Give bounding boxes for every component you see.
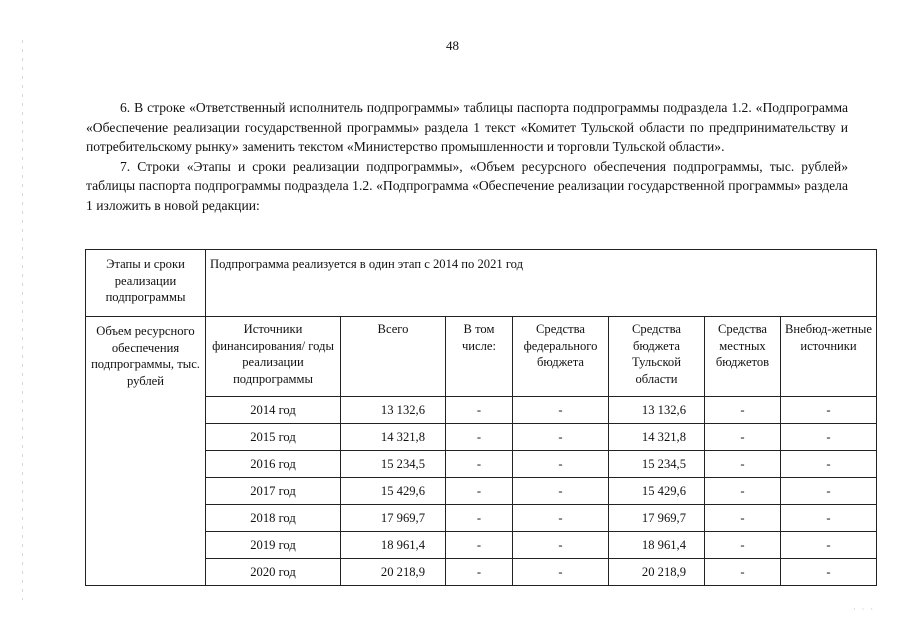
including-cell: - <box>446 478 513 505</box>
header-total: Всего <box>341 317 446 397</box>
header-regional: Средства бюджета Тульской области <box>609 317 705 397</box>
passport-table <box>85 249 877 586</box>
extrabudgetary-cell: - <box>781 424 877 451</box>
header-extrabudgetary: Внебюд-жетные источники <box>781 317 877 397</box>
page-number: 48 <box>446 38 459 53</box>
total-cell: 17 969,7 <box>341 505 446 532</box>
stages-row <box>86 250 877 317</box>
year-cell: 2020 год <box>206 559 341 586</box>
regional-cell: 13 132,6 <box>609 397 705 424</box>
body-text <box>86 98 848 215</box>
total-cell: 20 218,9 <box>341 559 446 586</box>
local-cell: - <box>705 532 781 559</box>
federal-cell: - <box>513 478 609 505</box>
paragraph-7: 7. Строки «Этапы и сроки реализации подпрограммы», «Объем ресурсного обеспечения подпрограммы, тыс. рублей» таблицы паспорта подпрограммы подраздела 1.2. «Подпрограмма «Обеспечение реализации государственной программы» раздела 1 изложить в новой редакции: <box>86 158 848 213</box>
extrabudgetary-cell: - <box>781 451 877 478</box>
stages-label: Этапы и сроки реализации подпрограммы <box>86 250 206 317</box>
stages-text: Подпрограмма реализуется в один этап с 2014 по 2021 год <box>206 250 877 317</box>
header-federal: Средства федерального бюджета <box>513 317 609 397</box>
including-cell: - <box>446 397 513 424</box>
regional-cell: 17 969,7 <box>609 505 705 532</box>
year-cell: 2017 год <box>206 478 341 505</box>
total-cell: 13 132,6 <box>341 397 446 424</box>
funding-header-row <box>86 317 877 397</box>
federal-cell: - <box>513 505 609 532</box>
including-cell: - <box>446 505 513 532</box>
left-margin-scan-line <box>22 40 23 600</box>
regional-cell: 20 218,9 <box>609 559 705 586</box>
local-cell: - <box>705 424 781 451</box>
extrabudgetary-cell: - <box>781 532 877 559</box>
federal-cell: - <box>513 532 609 559</box>
scan-specks: · · · <box>853 605 875 614</box>
extrabudgetary-cell: - <box>781 505 877 532</box>
local-cell: - <box>705 505 781 532</box>
year-cell: 2019 год <box>206 532 341 559</box>
header-including: В том числе: <box>446 317 513 397</box>
funding-label: Объем ресурсного обеспечения подпрограммы, тыс. рублей <box>86 317 206 586</box>
total-cell: 15 234,5 <box>341 451 446 478</box>
including-cell: - <box>446 424 513 451</box>
year-cell: 2014 год <box>206 397 341 424</box>
local-cell: - <box>705 478 781 505</box>
federal-cell: - <box>513 424 609 451</box>
header-sources: Источники финансирования/ годы реализации подпрограммы <box>206 317 341 397</box>
including-cell: - <box>446 451 513 478</box>
extrabudgetary-cell: - <box>781 478 877 505</box>
regional-cell: 15 429,6 <box>609 478 705 505</box>
header-local: Средства местных бюджетов <box>705 317 781 397</box>
local-cell: - <box>705 451 781 478</box>
year-cell: 2015 год <box>206 424 341 451</box>
regional-cell: 14 321,8 <box>609 424 705 451</box>
regional-cell: 18 961,4 <box>609 532 705 559</box>
local-cell: - <box>705 397 781 424</box>
paragraph-6: 6. В строке «Ответственный исполнитель подпрограммы» таблицы паспорта подпрограммы подраздела 1.2. «Подпрограмма «Обеспечение реализации государственной программы» раздела 1 текст «Комитет Тульской области по предпринимательству и потребительскому рынку» заменить текстом «Министерство промышленности и торговли Тульской области». <box>86 100 848 154</box>
including-cell: - <box>446 532 513 559</box>
total-cell: 18 961,4 <box>341 532 446 559</box>
including-cell: - <box>446 559 513 586</box>
year-cell: 2016 год <box>206 451 341 478</box>
year-cell: 2018 год <box>206 505 341 532</box>
local-cell: - <box>705 559 781 586</box>
extrabudgetary-cell: - <box>781 559 877 586</box>
federal-cell: - <box>513 451 609 478</box>
federal-cell: - <box>513 397 609 424</box>
extrabudgetary-cell: - <box>781 397 877 424</box>
federal-cell: - <box>513 559 609 586</box>
total-cell: 14 321,8 <box>341 424 446 451</box>
total-cell: 15 429,6 <box>341 478 446 505</box>
regional-cell: 15 234,5 <box>609 451 705 478</box>
